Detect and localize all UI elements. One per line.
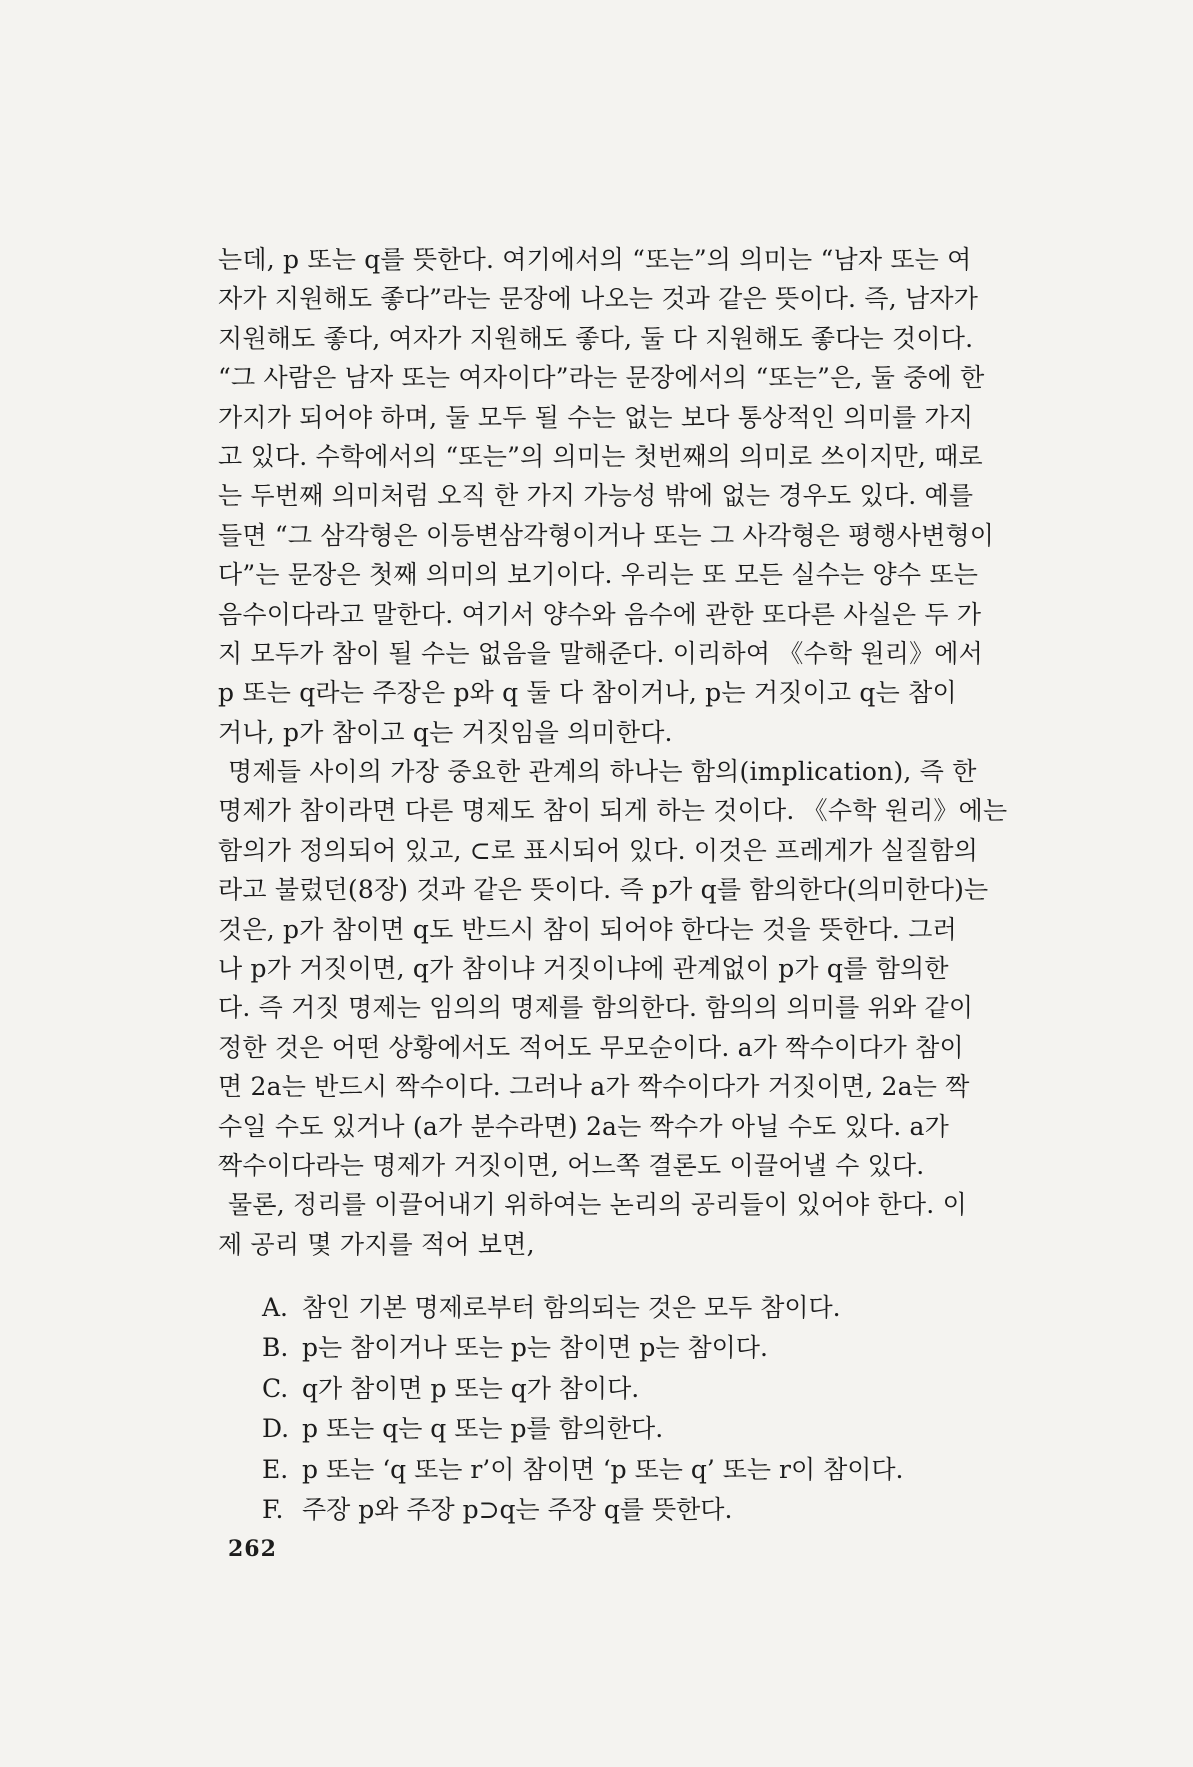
axiom-text: 참인 기본 명제로부터 함의되는 것은 모두 참이다. xyxy=(302,1293,841,1322)
axiom-letter: E. xyxy=(262,1454,289,1484)
axiom-text: 주장 p와 주장 p⊃q는 주장 q를 뜻한다. xyxy=(302,1494,733,1524)
axiom-letter: F. xyxy=(262,1494,284,1524)
axiom-list xyxy=(262,1288,1042,1530)
text-line: 음수이다라고 말한다. 여기서 양수와 음수에 관한 또다른 사실은 두 가 xyxy=(218,599,982,629)
text-line: 는데, p 또는 q를 뜻한다. 여기에서의 “또는”의 의미는 “남자 또는 여 xyxy=(218,245,972,274)
axiom-item xyxy=(262,1409,1042,1449)
axiom-text: p 또는 q는 q 또는 p를 함의한다. xyxy=(302,1414,664,1444)
axiom-letter: A. xyxy=(262,1293,289,1322)
text-line: “그 사람은 남자 또는 여자이다”라는 문장에서의 “또는”은, 둘 중에 한 xyxy=(218,363,985,393)
text-line: 제 공리 몇 가지를 적어 보면, xyxy=(218,1229,535,1259)
text-line: 명제들 사이의 가장 중요한 관계의 하나는 함의(implication), 즉 한 xyxy=(228,757,977,787)
text-line: p 또는 q라는 주장은 p와 q 둘 다 참이거나, p는 거짓이고 q는 참이 xyxy=(218,678,957,708)
text-line: 는 두번째 의미처럼 오직 한 가지 가능성 밖에 없는 경우도 있다. 예를 xyxy=(218,481,974,511)
axiom-item xyxy=(262,1328,1042,1368)
body-text xyxy=(218,240,1058,1264)
text-line: 짝수이다라는 명제가 거짓이면, 어느쪽 결론도 이끌어낼 수 있다. xyxy=(218,1150,925,1180)
text-line: 들면 “그 삼각형은 이등변삼각형이거나 또는 그 사각형은 평행사변형이 xyxy=(218,520,995,550)
text-line: 나 p가 거짓이면, q가 참이냐 거짓이냐에 관계없이 p가 q를 함의한 xyxy=(218,954,949,984)
text-line: 명제가 참이라면 다른 명제도 참이 되게 하는 것이다. 《수학 원리》에는 xyxy=(218,796,1008,826)
axiom-item xyxy=(262,1490,1042,1530)
text-line: 다”는 문장은 첫째 의미의 보기이다. 우리는 또 모든 실수는 양수 또는 xyxy=(218,560,979,590)
text-line: 지원해도 좋다, 여자가 지원해도 좋다, 둘 다 지원해도 좋다는 것이다. xyxy=(218,323,974,353)
text-line: 거나, p가 참이고 q는 거짓임을 의미한다. xyxy=(218,717,673,747)
axiom-letter: C. xyxy=(262,1373,289,1403)
text-line: 다. 즉 거짓 명제는 임의의 명제를 함의한다. 함의의 의미를 위와 같이 xyxy=(218,993,974,1023)
text-line: 고 있다. 수학에서의 “또는”의 의미는 첫번째의 의미로 쓰이지만, 때로 xyxy=(218,441,983,471)
axiom-item xyxy=(262,1288,1042,1328)
text-line: 수일 수도 있거나 (a가 분수라면) 2a는 짝수가 아닐 수도 있다. a가 xyxy=(218,1111,949,1141)
axiom-text: p는 참이거나 또는 p는 참이면 p는 참이다. xyxy=(302,1333,768,1363)
text-line: 물론, 정리를 이끌어내기 위하여는 논리의 공리들이 있어야 한다. 이 xyxy=(228,1190,967,1220)
text-line: 함의가 정의되어 있고, ⊂로 표시되어 있다. 이것은 프레게가 실질함의 xyxy=(218,835,979,865)
axiom-text: p 또는 ‘q 또는 r’이 참이면 ‘p 또는 q’ 또는 r이 참이다. xyxy=(302,1454,904,1484)
axiom-letter: D. xyxy=(262,1414,290,1444)
text-line: 라고 불렀던(8장) 것과 같은 뜻이다. 즉 p가 q를 함의한다(의미한다)는 xyxy=(218,875,989,905)
text-line: 면 2a는 반드시 짝수이다. 그러나 a가 짝수이다가 거짓이면, 2a는 짝 xyxy=(218,1072,970,1102)
page-number: 262 xyxy=(228,1536,277,1562)
text-line: 정한 것은 어떤 상황에서도 적어도 무모순이다. a가 짝수이다가 참이 xyxy=(218,1032,964,1062)
text-line: 자가 지원해도 좋다”라는 문장에 나오는 것과 같은 뜻이다. 즉, 남자가 xyxy=(218,284,979,314)
axiom-letter: B. xyxy=(262,1333,289,1363)
text-line: 가지가 되어야 하며, 둘 모두 될 수는 없는 보다 통상적인 의미를 가지 xyxy=(218,402,974,432)
text-line: 것은, p가 참이면 q도 반드시 참이 되어야 한다는 것을 뜻한다. 그러 xyxy=(218,914,957,944)
axiom-text: q가 참이면 p 또는 q가 참이다. xyxy=(302,1373,640,1403)
text-line: 지 모두가 참이 될 수는 없음을 말해준다. 이리하여 《수학 원리》에서 xyxy=(218,638,983,668)
axiom-item xyxy=(262,1369,1042,1409)
axiom-item xyxy=(262,1450,1042,1490)
